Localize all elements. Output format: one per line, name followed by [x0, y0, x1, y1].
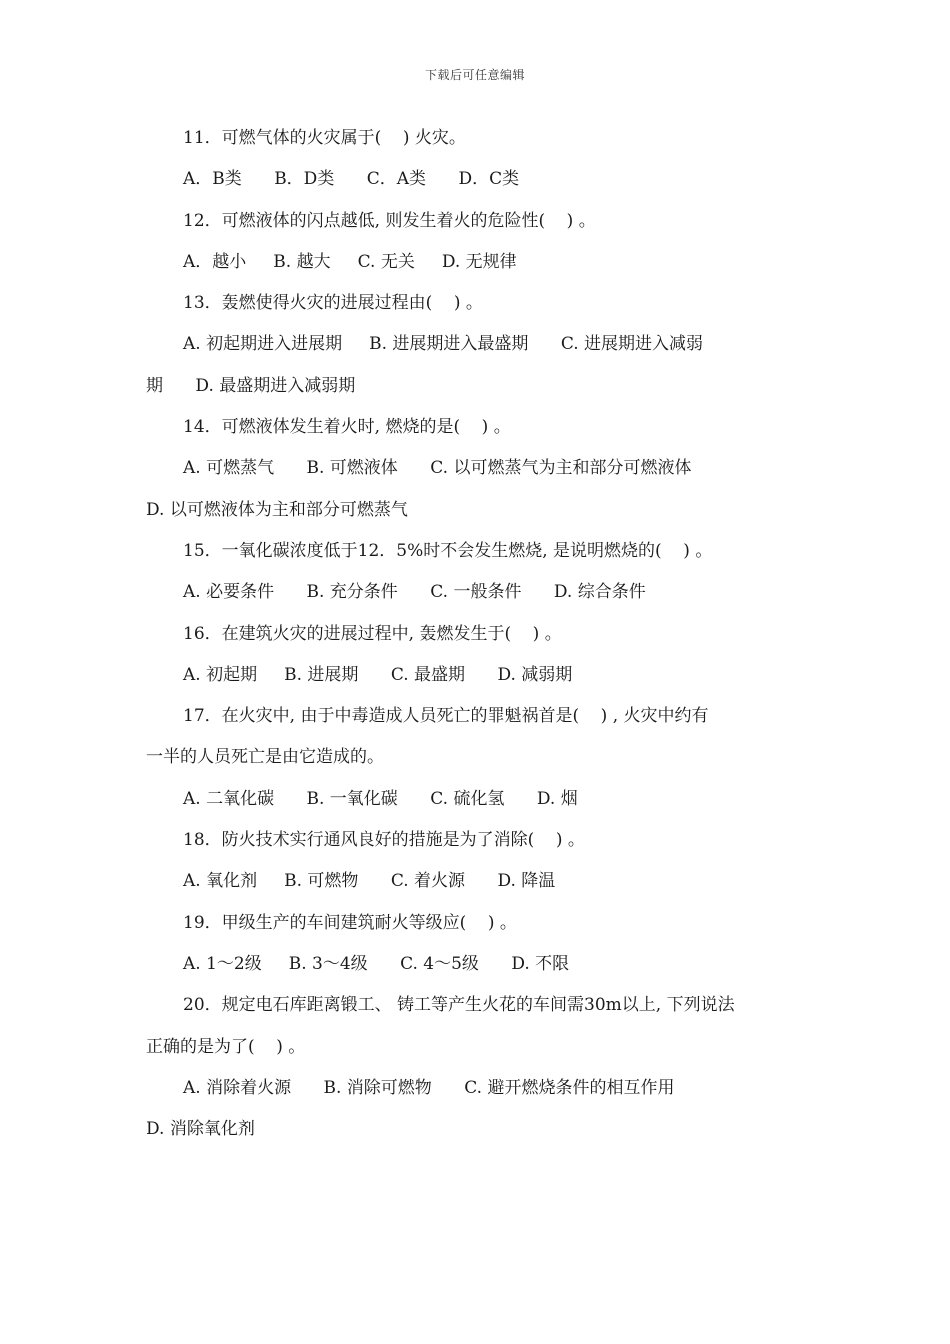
text-line: A. 可燃蒸气 B. 可燃液体 C. 以可燃蒸气为主和部分可燃液体: [183, 458, 692, 479]
text-line: 期 D. 最盛期进入减弱期: [146, 375, 356, 396]
text-line: 12．可燃液体的闪点越低, 则发生着火的危险性( ) 。: [183, 210, 596, 231]
text-line: 14．可燃液体发生着火时, 燃烧的是( ) 。: [183, 417, 511, 438]
text-line: A. 二氧化碳 B. 一氧化碳 C. 硫化氢 D. 烟: [183, 788, 578, 809]
text-line: A. 必要条件 B. 充分条件 C. 一般条件 D. 综合条件: [183, 582, 646, 603]
text-line: 17．在火灾中, 由于中毒造成人员死亡的罪魁祸首是( ) , 火灾中约有: [183, 706, 709, 727]
text-line: A．B类 B．D类 C．A类 D．C类: [183, 169, 520, 190]
text-line: A. 氧化剂 B. 可燃物 C. 着火源 D. 降温: [183, 871, 556, 892]
text-line: 一半的人员死亡是由它造成的。: [146, 747, 384, 768]
page-header: 下载后可任意编辑: [424, 68, 525, 82]
text-line: 15．一氧化碳浓度低于12．5%时不会发生燃烧, 是说明燃烧的( ) 。: [183, 540, 713, 561]
text-line: A. 消除着火源 B. 消除可燃物 C. 避开燃烧条件的相互作用: [183, 1077, 675, 1098]
text-line: 16．在建筑火灾的进展过程中, 轰燃发生于( ) 。: [183, 623, 562, 644]
text-line: A. 1～2级 B. 3～4级 C. 4～5级 D. 不限: [183, 953, 570, 974]
text-line: D. 消除氧化剂: [146, 1119, 255, 1140]
text-line: 13．轰燃使得火灾的进展过程由( ) 。: [183, 293, 483, 314]
text-line: A．越小 B. 越大 C. 无关 D. 无规律: [183, 251, 517, 272]
text-line: D. 以可燃液体为主和部分可燃蒸气: [146, 499, 408, 520]
text-line: 20．规定电石库距离锻工、 铸工等产生火花的车间需30m以上, 下列说法: [183, 995, 735, 1016]
text-line: 19．甲级生产的车间建筑耐火等级应( ) 。: [183, 912, 517, 933]
text-line: A. 初起期 B. 进展期 C. 最盛期 D. 减弱期: [183, 664, 573, 685]
text-line: 11．可燃气体的火灾属于( ) 火灾。: [183, 128, 466, 148]
question-list: [146, 118, 811, 1150]
text-line: A. 初起期进入进展期 B. 进展期进入最盛期 C. 进展期进入减弱: [183, 334, 704, 355]
text-line: 18．防火技术实行通风良好的措施是为了消除( ) 。: [183, 830, 585, 851]
text-line: 正确的是为了( ) 。: [146, 1036, 306, 1057]
